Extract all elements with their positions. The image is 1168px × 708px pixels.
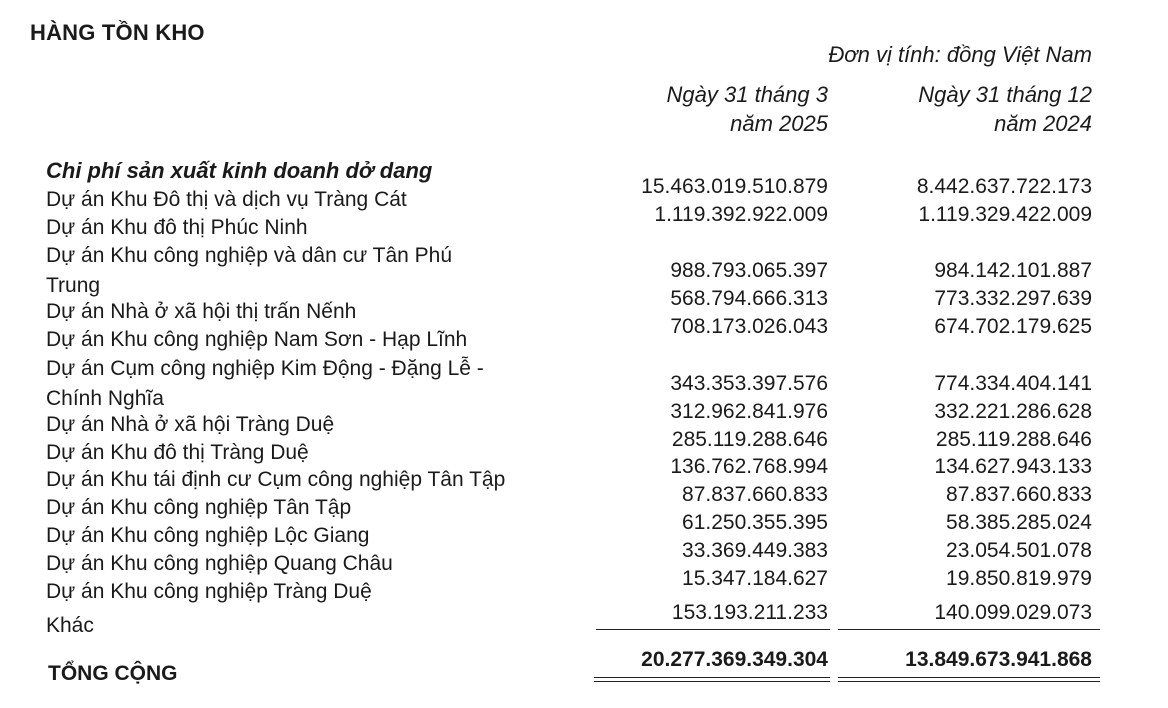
value-2025: 568.794.666.313 [670, 287, 828, 310]
total-value-2025: 20.277.369.349.304 [641, 648, 828, 671]
value-2024: 332.221.286.628 [934, 400, 1092, 423]
row-label: Dự án Khu tái định cư Cụm công nghiệp Tân Tập [46, 468, 506, 491]
row-label: Dự án Khu công nghiệp Quang Châu [46, 552, 393, 575]
value-2025: 87.837.660.833 [682, 483, 828, 506]
column-header-2025 [568, 80, 828, 138]
value-2024: 773.332.297.639 [934, 287, 1092, 310]
row-label: Dự án Khu đô thị Phúc Ninh [46, 216, 308, 239]
row-label-line2: Trung [46, 274, 101, 297]
value-2024: 984.142.101.887 [934, 259, 1092, 282]
page-title: HÀNG TỒN KHO [30, 20, 205, 45]
column-header-2024 [832, 80, 1092, 138]
row-label: Dự án Khu công nghiệp Lộc Giang [46, 524, 370, 547]
value-2025: 708.173.026.043 [670, 315, 828, 338]
column-header-2025-line2: năm 2025 [730, 111, 828, 136]
column-header-2024-line1: Ngày 31 tháng 12 [918, 82, 1092, 107]
value-2024: 1.119.329.422.009 [918, 203, 1092, 226]
value-2024: 8.442.637.722.173 [916, 175, 1092, 198]
value-2025: 33.369.449.383 [682, 539, 828, 562]
value-2025: 285.119.288.646 [671, 428, 828, 451]
total-row [0, 648, 1168, 685]
column-header-2024-line2: năm 2024 [994, 111, 1092, 136]
value-2025: 136.762.768.994 [670, 455, 828, 478]
table-row [0, 601, 1168, 641]
value-2025: 15.347.184.627 [682, 567, 828, 590]
table-row [0, 203, 1168, 243]
section-title: Chi phí sản xuất kinh doanh dở dang [46, 158, 433, 183]
row-label: Dự án Khu công nghiệp Tràng Duệ [46, 580, 372, 603]
total-double-line-2024 [838, 677, 1100, 682]
row-label: Dự án Khu công nghiệp Nam Sơn - Hạp Lĩnh [46, 328, 468, 351]
value-2025: 988.793.065.397 [670, 259, 828, 282]
value-2024: 140.099.029.073 [934, 601, 1092, 624]
value-2025: 343.353.397.576 [670, 372, 828, 395]
value-2024: 87.837.660.833 [946, 483, 1092, 506]
table-row [0, 315, 1168, 355]
row-label-line2: Chính Nghĩa [46, 387, 164, 410]
value-2025: 61.250.355.395 [682, 511, 828, 534]
subtotal-line-2025 [596, 629, 830, 630]
column-header-2025-line1: Ngày 31 tháng 3 [666, 82, 828, 107]
row-label: Khác [46, 614, 94, 637]
row-label: Dự án Khu đô thị Tràng Duệ [46, 441, 309, 464]
value-2024: 58.385.285.024 [946, 511, 1092, 534]
total-label: TỔNG CỘNG [48, 662, 178, 685]
row-label-line1: Dự án Khu công nghiệp và dân cư Tân Phú [46, 244, 453, 267]
value-2024: 774.334.404.141 [934, 372, 1092, 395]
row-label: Dự án Nhà ở xã hội Tràng Duệ [46, 413, 335, 436]
total-double-line-2025 [594, 677, 830, 682]
row-label: Dự án Khu công nghiệp Tân Tập [46, 496, 352, 519]
value-2024: 19.850.819.979 [946, 567, 1092, 590]
value-2024: 134.627.943.133 [934, 455, 1092, 478]
subtotal-line-2024 [838, 629, 1100, 630]
value-2024: 674.702.179.625 [934, 315, 1092, 338]
value-2025: 1.119.392.922.009 [654, 203, 828, 226]
value-2025: 153.193.211.233 [671, 601, 828, 624]
unit-note: Đơn vị tính: đồng Việt Nam [828, 42, 1092, 67]
value-2025: 15.463.019.510.879 [641, 175, 828, 198]
value-2024: 285.119.288.646 [935, 428, 1092, 451]
value-2024: 23.054.501.078 [946, 539, 1092, 562]
value-2025: 312.962.841.976 [670, 400, 828, 423]
row-label-line1: Dự án Cụm công nghiệp Kim Động - Đặng Lễ - [46, 357, 484, 380]
total-value-2024: 13.849.673.941.868 [905, 648, 1092, 671]
row-label: Dự án Khu Đô thị và dịch vụ Tràng Cát [46, 188, 407, 211]
row-label: Dự án Nhà ở xã hội thị trấn Nếnh [46, 300, 357, 323]
